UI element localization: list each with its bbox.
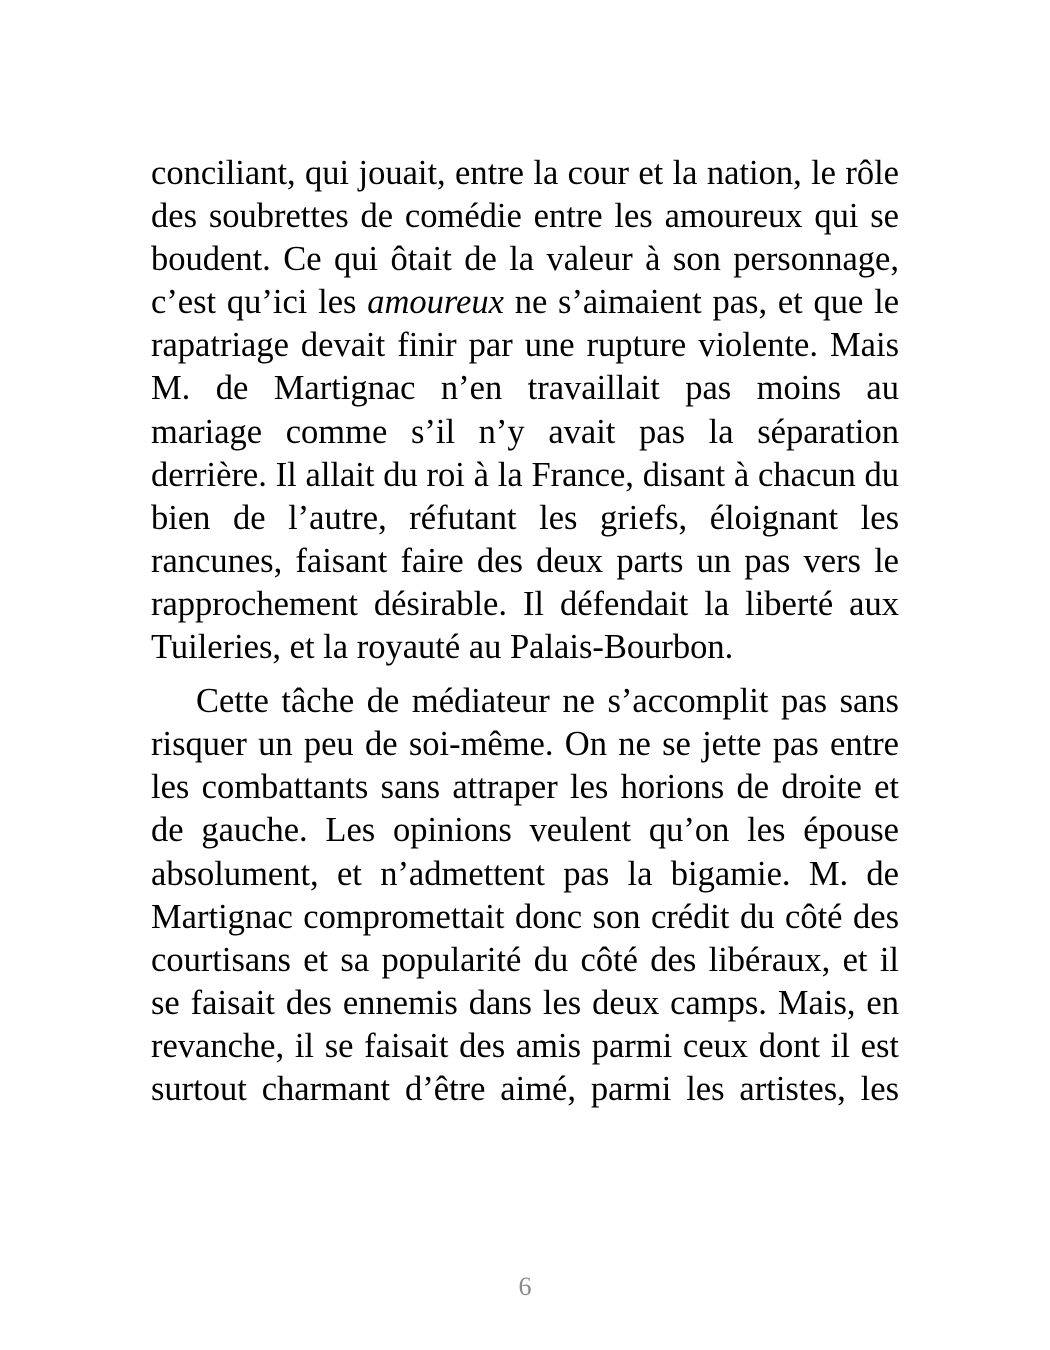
paragraph-1-emphasis: amoureux (367, 283, 504, 322)
page-number: 6 (518, 1272, 532, 1301)
paragraph-1-text-end: ne s’aimaient pas, et que le rapatriage devait finir par une rupture violente. Mais M. de Martignac n’en travaillait pas moins au mariage comme s’il n’y avait pas la séparation derrière. Il allait du roi à la France, disant à chacun du bien de l’autre, réfutant les griefs, éloignant les rancunes, faisant faire des deux parts un pas vers le rapprochement désirable. Il défendait la liberté aux Tuileries, et la royauté au Palais-Bourbon. (151, 283, 900, 667)
paragraph-1-text-start: conciliant, qui jouait, entre la cour et la nation, le rôle des soubrettes de comédie entre les amoureux qui se boudent. Ce qui ôtait de la valeur à son personnage, c’est qu’ici les (151, 154, 899, 322)
paragraph-1 (151, 152, 899, 669)
paragraph-2: Cette tâche de médiateur ne s’accomplit pas sans risquer un peu de soi-même. On ne se jette pas entre les combattants sans attraper les horions de droite et de gauche. Les opinions veulent qu’on les épouse absolument, et n’admettent pas la bigamie. M. de Martignac compromettait donc son crédit du côté des courtisans et sa popularité du côté des libéraux, et il se faisait des ennemis dans les deux camps. Mais, en revanche, il se faisait des amis parmi ceux dont il est surtout charmant d’être aimé, parmi les artistes, les (151, 682, 899, 1108)
page-body (151, 152, 899, 1111)
